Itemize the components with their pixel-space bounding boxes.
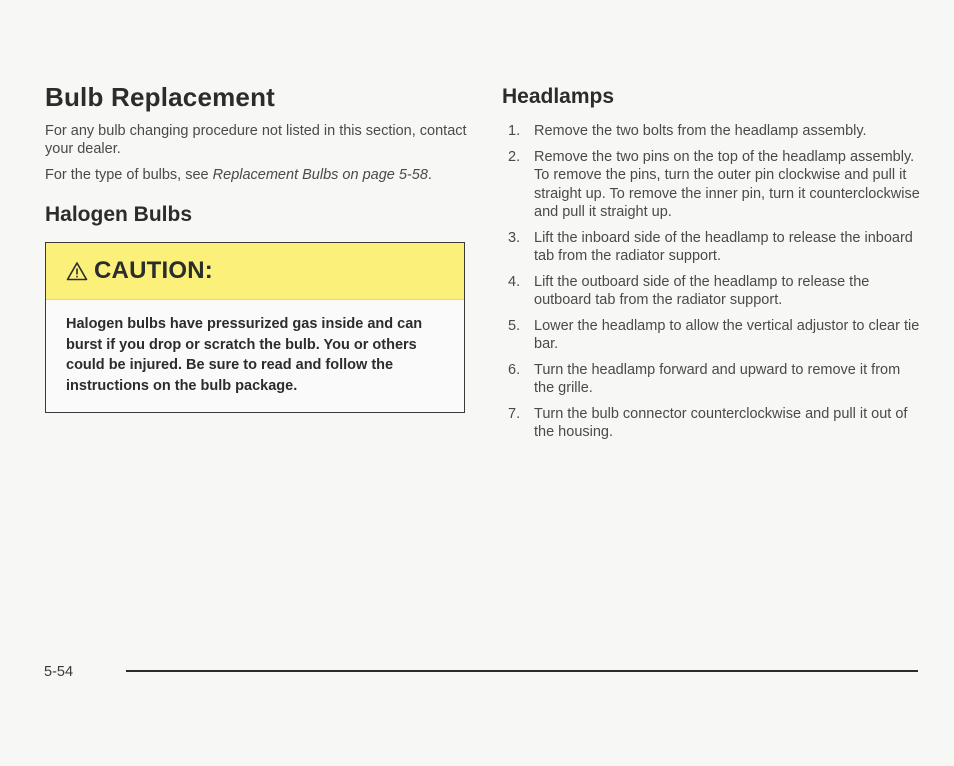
step-text: Turn the bulb connector counterclockwise and pull it out of the housing.: [534, 405, 908, 440]
halogen-heading: Halogen Bulbs: [45, 203, 193, 226]
list-item: [502, 148, 922, 222]
headlamps-heading: Headlamps: [502, 85, 615, 108]
reference-link-text: Replacement Bulbs on page 5-58: [212, 167, 428, 183]
step-number: 1.: [508, 123, 521, 139]
step-number: 2.: [508, 148, 521, 165]
step-number: 4.: [508, 273, 521, 290]
page-number: 5-54: [44, 664, 74, 680]
caution-header: [46, 243, 464, 300]
step-text: Remove the two pins on the top of the headlamp assembly. To remove the pins, turn the outer pin clockwise and pull it straight up. To remove the inner pin, turn it counterclockwise and pull it straight up.: [534, 148, 920, 220]
page-title: Bulb Replacement: [45, 82, 276, 112]
caution-text: Halogen bulbs have pressurized gas inside and can burst if you drop or scratch the bulb. You or others could be injured. Be sure to read and follow the instructions on the bulb package.: [66, 316, 423, 394]
right-column: [502, 84, 922, 449]
list-item: [502, 405, 922, 442]
left-column: [45, 82, 469, 413]
intro-paragraph: For any bulb changing procedure not listed in this section, contact your dealer.: [45, 123, 467, 157]
reference-paragraph: [45, 166, 469, 184]
step-number: 6.: [508, 361, 521, 378]
step-text: Lift the outboard side of the headlamp to release the outboard tab from the radiator support.: [534, 273, 870, 308]
list-item: [502, 122, 922, 141]
step-text: Lower the headlamp to allow the vertical adjustor to clear tie bar.: [534, 317, 920, 352]
warning-triangle-icon: [66, 261, 88, 281]
step-number: 3.: [508, 229, 521, 246]
step-text: Remove the two bolts from the headlamp assembly.: [534, 123, 867, 139]
reference-suffix: .: [427, 167, 432, 183]
reference-prefix: For the type of bulbs, see: [45, 167, 213, 183]
list-item: [502, 229, 922, 266]
step-text: Lift the inboard side of the headlamp to release the inboard tab from the radiator support.: [534, 229, 913, 264]
list-item: [502, 317, 922, 354]
step-number: 7.: [508, 405, 521, 422]
step-number: 5.: [508, 317, 521, 334]
footer-divider: [126, 670, 918, 672]
list-item: [502, 273, 922, 310]
list-item: [502, 361, 922, 398]
headlamp-steps-list: [502, 122, 922, 442]
step-text: Turn the headlamp forward and upward to remove it from the grille.: [534, 361, 901, 396]
caution-label: CAUTION:: [94, 257, 213, 284]
caution-box: [45, 242, 465, 413]
